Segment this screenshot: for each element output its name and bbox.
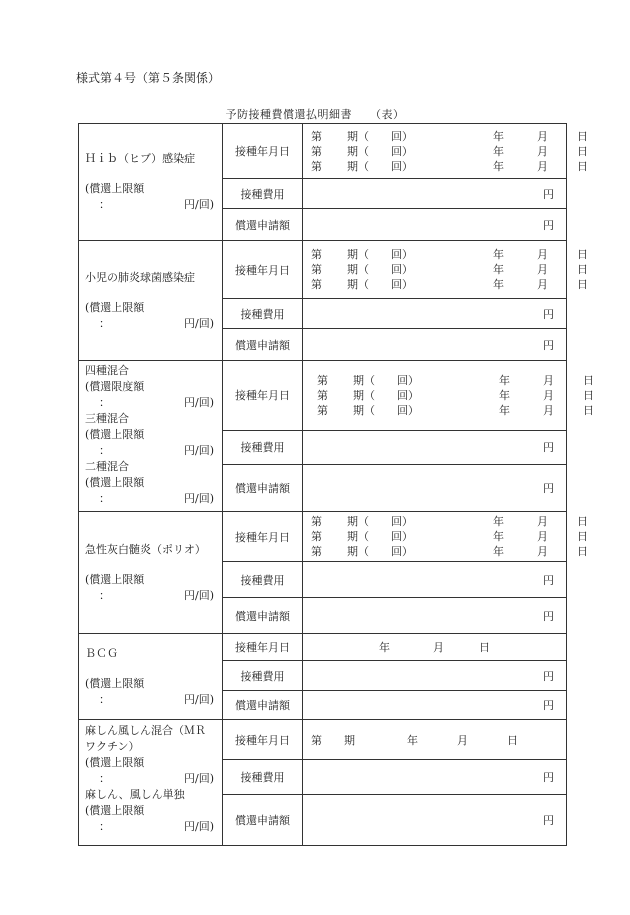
section-polio: 急性灰白髄炎（ポリオ） (償還上限額 ： 円/回) — [79, 512, 223, 634]
claim-field[interactable]: 円 — [303, 691, 567, 720]
limit-label: (償還上限額 — [85, 182, 145, 195]
claim-label: 償還申請額 — [223, 329, 303, 361]
cost-field[interactable]: 円 — [303, 179, 567, 209]
form-number: 様式第４号（第５条関係） — [76, 71, 221, 85]
cost-field[interactable]: 円 — [303, 562, 567, 598]
cost-label: 接種費用 — [223, 299, 303, 329]
title-sub: （表） — [370, 108, 405, 121]
date-label: 接種年月日 — [223, 361, 303, 431]
date-field[interactable]: 第 期（ 回） 年 月 日 第 期（ 回） 年 月 日 第 期（ 回） 年 月 日 — [303, 124, 567, 179]
cost-field[interactable]: 円 — [303, 661, 567, 691]
limit-label: (償還上限額 — [85, 300, 145, 314]
document-title — [0, 106, 630, 122]
claim-label: 償還申請額 — [223, 598, 303, 634]
vaccination-statement-table — [78, 123, 594, 846]
cost-field[interactable]: 円 — [303, 760, 567, 795]
date-label: 接種年月日 — [223, 124, 303, 179]
claim-field[interactable]: 円 — [303, 598, 567, 634]
date-field[interactable]: 第 期（ 回） 年 月 日 第 期（ 回） 年 月 日 第 期（ 回） 年 月 日 — [303, 512, 567, 562]
date-label: 接種年月日 — [223, 720, 303, 760]
date-field[interactable]: 第 期（ 回） 年 月 日 第 期（ 回） 年 月 日 第 期（ 回） 年 月 日 — [303, 241, 567, 299]
cost-label: 接種費用 — [223, 562, 303, 598]
date-label: 接種年月日 — [223, 241, 303, 299]
claim-label: 償還申請額 — [223, 691, 303, 720]
date-field[interactable]: 第 期 年 月 日 — [303, 720, 567, 760]
cost-label: 接種費用 — [223, 760, 303, 795]
section-hib: Ｈｉｂ（ヒブ）感染症 (償還上限額 ： 円/回) — [79, 124, 223, 241]
date-field[interactable]: 第 期（ 回） 年 月 日 第 期（ 回） 年 月 日 第 期（ 回） 年 月 日 — [303, 361, 567, 431]
date-field[interactable]: 年 月 日 — [303, 634, 567, 661]
cost-label: 接種費用 — [223, 430, 303, 464]
cost-field[interactable]: 円 — [303, 430, 567, 464]
section-bcg: ＢＣＧ (償還上限額 ： 円/回) — [79, 634, 223, 720]
date-label: 接種年月日 — [223, 634, 303, 661]
claim-field[interactable]: 円 — [303, 795, 567, 846]
claim-field[interactable]: 円 — [303, 329, 567, 361]
section-combo: 四種混合 (償還限度額 ： 円/回) 三種混合 (償還上限額 ： 円/回) 二種混合 (償還上限額 ： 円/回) — [79, 361, 223, 512]
vaccine-name: Ｈｉｂ（ヒブ）感染症 — [85, 152, 196, 165]
title-text: 予防接種費償還払明細書 — [225, 108, 352, 121]
section-mr: 麻しん風しん混合（ＭＲワクチン） (償還上限額 ： 円/回) 麻しん、風しん単独 (償還上限額 ： 円/回) — [79, 720, 223, 846]
cost-label: 接種費用 — [223, 179, 303, 209]
claim-label: 償還申請額 — [223, 464, 303, 511]
claim-label: 償還申請額 — [223, 795, 303, 846]
claim-label: 償還申請額 — [223, 209, 303, 241]
section-pneumococcal: 小児の肺炎球菌感染症 (償還上限額 ： 円/回) — [79, 241, 223, 361]
claim-field[interactable]: 円 — [303, 209, 567, 241]
cost-label: 接種費用 — [223, 661, 303, 691]
claim-field[interactable]: 円 — [303, 464, 567, 511]
date-label: 接種年月日 — [223, 512, 303, 562]
vaccine-name: 小児の肺炎球菌感染症 — [85, 270, 195, 284]
cost-field[interactable]: 円 — [303, 299, 567, 329]
